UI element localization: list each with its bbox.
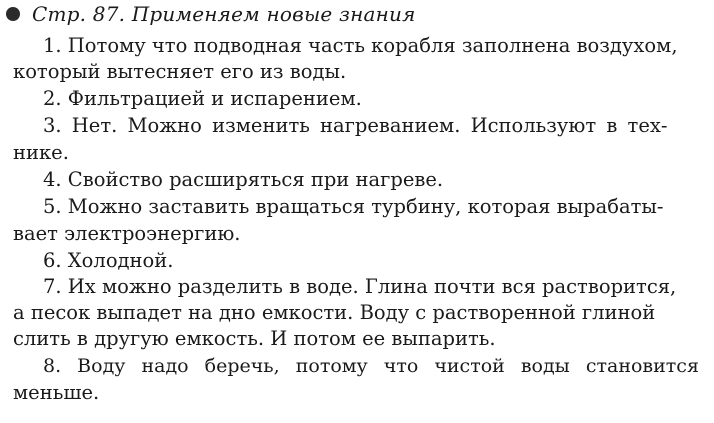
answer-1-line-1: 1. Потому что подводная часть корабля заполнена воздухом, [43,34,678,57]
answer-8-line-2: меньше. [13,381,100,404]
section-title: Стр. 87. Применяем новые знания [32,2,416,26]
answer-8-line-1: 8. Воду надо беречь, потому что чистой воды становится [43,355,699,377]
answer-1-line-2: который вытесняет его из воды. [13,60,347,83]
answer-6-line-1: 6. Холодной. [43,249,174,272]
answer-3-line-1: 3. Нет. Можно изменить нагреванием. Используют в тех- [43,114,668,137]
answer-7-line-3: слить в другую емкость. И потом ее выпарить. [13,327,496,350]
answer-3-line-2: нике. [13,141,69,164]
bullet-icon [6,7,20,21]
answer-2-line-1: 2. Фильтрацией и испарением. [43,87,362,110]
answer-7-line-2: а песок выпадет на дно емкости. Воду с растворенной глиной [13,301,656,324]
answer-5-line-1: 5. Можно заставить вращаться турбину, которая вырабаты- [43,195,664,218]
answer-7-line-1: 7. Их можно разделить в воде. Глина почти вся растворится, [43,275,677,298]
section-header [6,2,416,26]
answer-4-line-1: 4. Свойство расширяться при нагреве. [43,168,444,191]
answer-5-line-2: вает электроэнергию. [13,222,241,245]
